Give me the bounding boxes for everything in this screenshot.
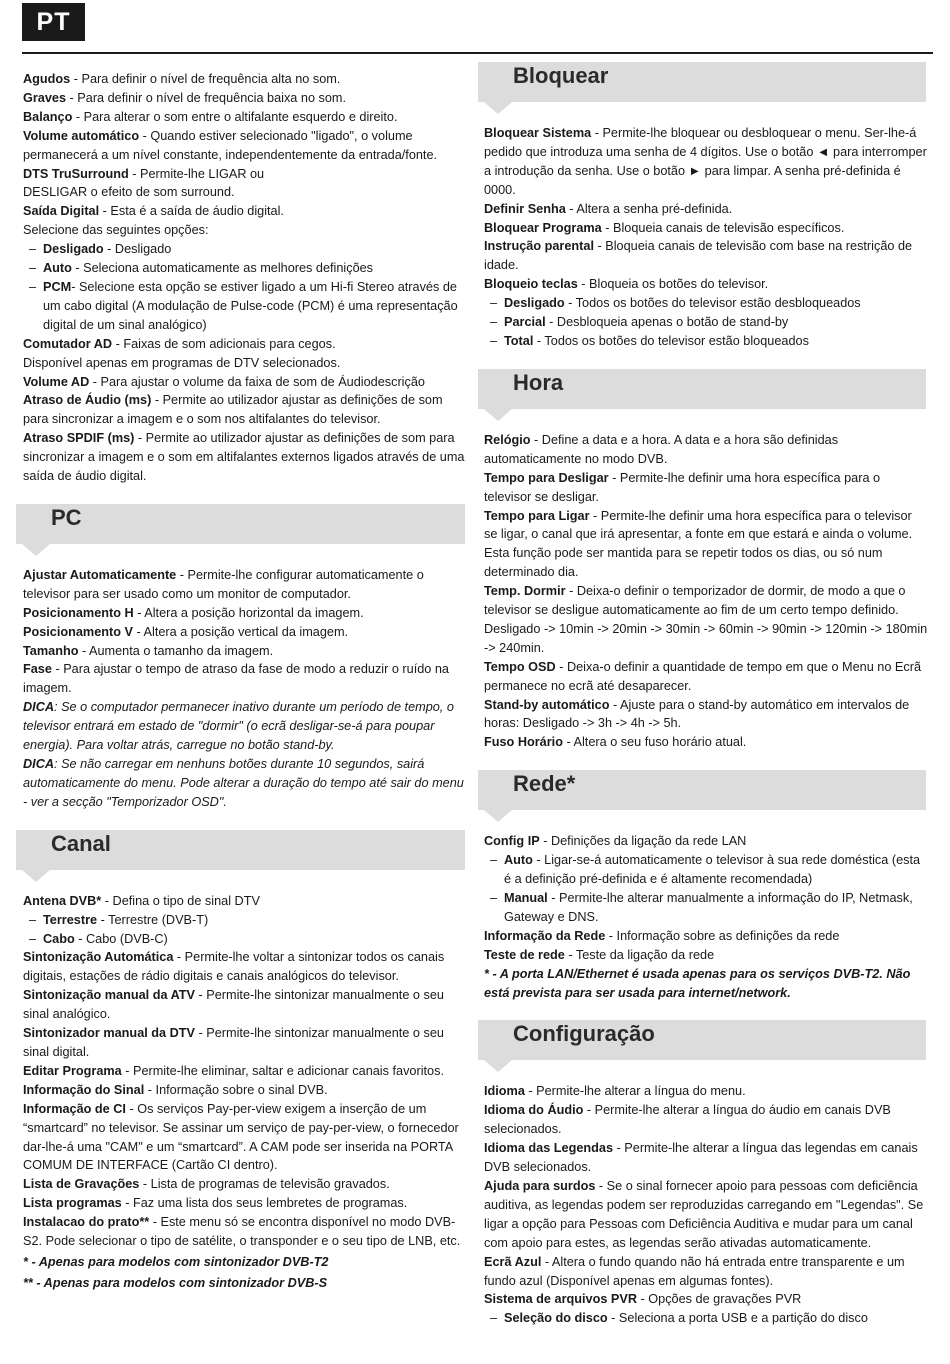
item-term: Atraso SPDIF (ms) [23,431,135,446]
item-term: Balanço [23,109,73,124]
item-term: Terrestre [43,912,98,927]
item-term: Volume automático [23,128,140,143]
list-item [484,200,928,219]
list-item [484,124,928,200]
item-term: Tempo para Desligar [484,470,609,485]
list-item [23,1175,468,1194]
list-item [484,332,928,351]
item-term: Antena DVB* [23,893,102,908]
item-desc: - Defina o tipo de sinal DTV [101,893,260,908]
item-desc: - Altera a senha pré-definida. [565,201,733,216]
item-term: Tempo para Ligar [484,508,590,523]
rede-list-2 [484,927,928,965]
list-item [484,658,928,696]
item-desc: - Para definir o nível de frequência alta no som. [70,72,341,86]
section-title: Bloquear [513,63,609,88]
item-desc: Disponível apenas em programas de DTV selecionados. [23,355,341,370]
rede-list [484,832,928,851]
list-item [23,373,468,392]
language-badge: PT [22,3,85,41]
item-desc: - Os serviços Pay-per-view exigem a inserção de um “smartcard” no televisor. Se assinar um serviço de pay-per-view, o fornecedor dar-lhe-á uma "CAM" e um “smartcard”. A CAM pode ser inserida na PORTA COMUM DE INTERFACE (Cartão CI dentro). [23,1101,459,1173]
item-desc: - Todos os botões do televisor estão bloqueados [533,333,809,348]
list-item [23,930,468,949]
canal-list-2 [23,948,468,1251]
item-term: Ecrã Azul [484,1254,542,1269]
item-term: Lista programas [23,1196,122,1211]
item-term: Auto [43,261,72,276]
list-item [484,294,928,313]
item-term: DTS TruSurround [23,166,129,181]
item-desc: - Informação sobre as definições da rede [605,928,840,943]
configuracao-list [484,1082,928,1309]
item-term: Sintonização Automática [23,950,174,965]
canal-list [23,892,468,911]
item-term: Comutador AD [23,336,113,351]
item-term: Tempo OSD [484,659,556,674]
item-desc: - Faz uma lista dos seus lembretes de programas. [121,1196,408,1211]
item-term: Desligado [504,296,565,311]
item-desc: - Permite ao utilizador ajustar as definições de som para sincronizar a imagem e o som nos altifalantes do televisor. [23,393,443,427]
item-term: Editar Programa [23,1063,122,1078]
list-item [484,946,928,965]
item-desc: - Faixas de som adicionais para cegos. [112,336,336,351]
list-item [23,1024,468,1062]
list-item [23,986,468,1024]
list-item [23,127,468,165]
item-desc: - Quando estiver selecionado "ligado", o volume permanecerá a um nível constante, independentemente da entrada/fonte. [23,128,438,162]
section-canal [16,830,465,870]
list-item [23,1194,468,1213]
item-desc: - Informação sobre o sinal DVB. [144,1082,328,1097]
section-hora [478,369,926,409]
item-term: Bloqueio teclas [484,277,578,292]
item-desc: - Permite-lhe alterar a língua do menu. [524,1084,746,1099]
item-desc: - Permite-lhe voltar a sintonizar todos os canais digitais, estações de rádio digitais e canais analógicos do televisor. [23,950,445,984]
item-term: Lista de Gravações [23,1177,140,1192]
item-desc: - Permite-lhe eliminar, saltar e adicionar canais favoritos. [121,1063,444,1078]
list-item [484,237,928,275]
list-item [484,275,928,294]
list-item [23,698,468,755]
list-item [23,202,468,221]
item-term: Saída Digital [23,204,100,219]
list-item [23,566,468,604]
bloquear-list [484,124,928,294]
list-item [484,1177,928,1253]
item-term: Idioma do Áudio [484,1103,584,1118]
section-configuracao [478,1020,926,1060]
list-item [23,240,468,259]
item-desc: - Para ajustar o volume da faixa de som de Áudiodescrição [89,374,425,389]
right-column [484,62,928,1328]
item-term: DICA [23,700,55,715]
item-term: Fuso Horário [484,735,563,750]
item-desc: - Se o sinal fornecer apoio para pessoas com deficiência auditiva, as legendas podem ser reproduzidas carregando em "Legendas". Se ligar a opção para Pessoas com Deficiência Auditiva e mudar para um canal com apoio para estes, as legendas serão ativadas automaticamente. [484,1178,924,1250]
item-desc: Selecione das seguintes opções: [23,223,209,238]
item-desc: - Permite-lhe LIGAR ou [128,166,265,181]
item-term: Temp. Dormir [484,584,566,599]
list-item [23,354,468,373]
item-desc: - Desligado [103,242,172,257]
item-desc: - Permite-lhe definir uma hora específica para o televisor se desligar. [484,470,881,504]
item-term: Stand-by automático [484,697,610,712]
item-term: Auto [504,853,533,868]
list-item [23,1213,468,1251]
list-item [484,1101,928,1139]
section-bloquear [478,62,926,102]
item-desc: - Permite-lhe sintonizar manualmente o seu sinal digital. [23,1026,444,1059]
list-item [484,1139,928,1177]
item-desc: - Aumenta o tamanho da imagem. [78,643,274,658]
item-desc: - Para alterar o som entre o altifalante esquerdo e direito. [72,109,398,124]
list-item [23,165,468,184]
item-term: Idioma das Legendas [484,1141,614,1156]
item-desc: : Se não carregar em nenhuns botões durante 10 segundos, sairá automaticamente do menu. Pode alterar a duração do tempo até sair do menu - ver a secção "Temporizador OSD". [23,757,464,809]
item-desc: - Para definir o nível de frequência baixa no som. [66,90,347,105]
item-term: Config IP [484,834,540,849]
item-desc: - Teste da ligação da rede [564,947,715,962]
item-desc: - Permite-lhe alterar a língua das legendas em canais DVB selecionados. [484,1141,918,1175]
rede-options [484,851,928,927]
list-item [484,696,928,734]
item-desc: - Permite-lhe bloquear ou desbloquear o menu. Ser-lhe-á pedido que introduza uma senha de 4 dígitos. Use o botão ◄ para interromper a introdução da senha. Use o botão ► para limpar. A senha pré-definida é 0000. [484,126,927,197]
item-desc: - Ajuste para o stand-by automático em intervalos de horas: Desligado -> 3h -> 4h -> 5h. [484,697,910,731]
item-desc: - Selecione esta opção se estiver ligado a um Hi-fi Stereo através de um cabo digital (A modulação de Pulse-code (PCM) é uma representação digital de um sinal analógico) [43,279,458,332]
bloquear-options [484,294,928,351]
configuracao-options [484,1309,928,1328]
item-term: Instalacao do prato** [23,1215,150,1230]
pc-tips [23,698,468,811]
list-item [23,108,468,127]
item-desc: - Permite-lhe definir uma hora específica para o televisor se ligar, o canal que irá apresentar, a fonte em que estará e ainda o volume. Esta função pode ser mantida para se repetir todos os dias, ou só num determinado dia. [484,508,913,580]
item-term: Idioma [484,1084,525,1099]
list-item [23,948,468,986]
list-item [484,1253,928,1291]
item-desc: - Altera o fundo quando não há entrada entre transparente e um fundo azul (Disponível apenas em algumas fontes). [484,1254,905,1288]
section-title: Hora [513,369,564,395]
item-term: Informação da Rede [484,928,606,943]
list-item [484,832,928,851]
list-item [484,582,928,658]
item-desc: - Bloqueia canais de televisão com base na restrição de idade. [484,239,913,273]
list-item [23,892,468,911]
item-desc: - Altera a posição horizontal da imagem. [133,605,364,620]
footnote: ** - Apenas para modelos com sintonizador DVB-S [23,1275,328,1290]
item-desc: - Altera a posição vertical da imagem. [132,624,349,639]
list-item [23,642,468,661]
item-term: Parcial [504,315,546,330]
footnote: * - Apenas para modelos com sintonizador DVB-T2 [23,1254,329,1269]
list-item [484,469,928,507]
item-term: Bloquear Sistema [484,126,592,140]
item-term: DICA [23,757,55,771]
item-term: Tamanho [23,643,79,658]
list-item [23,1100,468,1176]
list-item [23,391,468,429]
item-term: Graves [23,90,67,105]
item-desc: - Todos os botões do televisor estão desbloqueados [564,296,861,311]
list-item [23,755,468,812]
item-desc: - Desbloqueia apenas o botão de stand-by [545,315,789,330]
list-item [484,733,928,752]
sound-list-2 [23,335,468,486]
section-title: Configuração [513,1021,655,1047]
list-item [23,911,468,930]
item-desc: - Esta é a saída de áudio digital. [99,204,284,219]
pc-list [23,566,468,698]
list-item [484,313,928,332]
list-item [484,889,928,927]
list-item [484,1309,928,1328]
list-item [23,604,468,623]
item-desc: - Permite-lhe configurar automaticamente o televisor para ser usado como um monitor de computador. [23,567,424,601]
list-item [23,278,468,335]
item-term: Volume AD [23,374,90,389]
canal-options [23,911,468,949]
item-term: Teste de rede [484,947,565,962]
item-desc: - Define a data e a hora. A data e a hora são definidas automaticamente no modo DVB. [484,432,839,466]
item-desc: - Bloqueia canais de televisão específicos. [601,220,845,235]
item-desc: - Altera o seu fuso horário atual. [562,735,747,750]
list-item [23,183,468,202]
item-term: Sintonizador manual da DTV [23,1026,195,1041]
item-term: Ajustar Automaticamente [23,567,177,582]
item-term: Informação do Sinal [23,1082,145,1097]
item-term: PCM [43,279,72,294]
item-term: Seleção do disco [504,1311,608,1326]
section-pc [16,504,465,544]
item-desc: - Definições da ligação da rede LAN [539,834,747,849]
item-desc: DESLIGAR o efeito de som surround. [23,185,235,200]
item-term: Desligado [43,242,104,257]
list-item [23,221,468,240]
header-rule [22,52,933,54]
item-desc: - Permite ao utilizador ajustar as definições de som para sincronizar a imagem e o som em altifalantes externos ligados através de uma saída de áudio digital. [23,431,465,484]
rede-note: * - A porta LAN/Ethernet é usada apenas para os serviços DVB-T2. Não está prevista para ser usada para internet/network. [484,966,911,1000]
item-desc: - Ligar-se-á automaticamente o televisor à sua rede doméstica (esta é a definição pré-definida e é altamente recomendada) [504,853,921,887]
item-term: Posicionamento V [23,624,133,639]
list-item [23,623,468,642]
item-desc: - Lista de programas de televisão gravados. [139,1177,390,1192]
section-title: Rede* [513,771,576,797]
sound-list [23,70,468,240]
item-term: Agudos [23,72,71,86]
list-item [23,70,468,89]
list-item [23,1062,468,1081]
list-item [484,431,928,469]
item-term: Informação de CI [23,1101,126,1116]
item-term: Manual [504,891,548,905]
item-term: Ajuda para surdos [484,1178,596,1193]
item-term: Sintonização manual da ATV [23,988,196,1003]
item-term: Relógio [484,432,531,447]
item-term: Definir Senha [484,201,566,216]
list-item [484,927,928,946]
item-term: Bloquear Programa [484,220,602,235]
item-desc: - Seleciona a porta USB e a partição do disco [607,1311,868,1326]
section-title: PC [51,504,82,530]
section-rede [478,770,926,810]
item-desc: - Deixa-o definir o temporizador de dormir, de modo a que o televisor se desligue automaticamente ao fim de um certo tempo definido. Desligado -> 10min -> 20min -> 30min -> 60min -> 90min -> 120min -> 180min -> 240min. [484,584,928,655]
list-item [484,219,928,238]
item-desc: - Bloqueia os botões do televisor. [577,277,769,292]
item-desc: - Permite-lhe alterar a língua do áudio em canais DVB selecionados. [484,1103,891,1137]
item-term: Sistema de arquivos PVR [484,1292,638,1307]
list-item [23,660,468,698]
item-desc: - Deixa-o definir a quantidade de tempo em que o Menu no Ecrã permanece no ecrã até desaparecer. [484,659,922,693]
item-term: Fase [23,662,52,677]
item-term: Posicionamento H [23,605,134,620]
list-item [23,429,468,486]
list-item [484,1082,928,1101]
list-item [484,507,928,583]
item-term: Atraso de Áudio (ms) [23,393,152,408]
list-item [23,259,468,278]
hora-list [484,431,928,752]
sound-options [23,240,468,335]
list-item [23,89,468,108]
list-item [484,1290,928,1309]
section-title: Canal [51,830,111,856]
item-desc: - Este menu só se encontra disponível no modo DVB-S2. Pode selecionar o tipo de satélite, o transponder e o seu tipo de LNB, etc. [23,1215,461,1249]
list-item [484,851,928,889]
item-desc: - Permite-lhe alterar manualmente a informação do IP, Netmask, Gateway e DNS. [504,891,913,924]
item-desc: : Se o computador permanecer inativo durante um período de tempo, o televisor entrará em estado de "dormir" (o ecrã desligar-se-á para poupar energia). Para voltar atrás, carregue no botão stand-by. [23,700,454,753]
item-desc: - Opções de gravações PVR [637,1292,802,1307]
list-item [23,1081,468,1100]
item-desc: - Para ajustar o tempo de atraso da fase de modo a reduzir o ruído na imagem. [23,662,449,696]
list-item [23,335,468,354]
item-desc: - Cabo (DVB-C) [74,931,168,946]
item-desc: - Seleciona automaticamente as melhores definições [71,261,374,276]
item-desc: - Permite-lhe sintonizar manualmente o seu sinal analógico. [23,988,444,1022]
item-term: Instrução parental [484,239,594,254]
left-column [23,70,468,1293]
item-term: Cabo [43,931,75,946]
item-term: Total [504,333,534,348]
item-desc: - Terrestre (DVB-T) [97,912,209,927]
